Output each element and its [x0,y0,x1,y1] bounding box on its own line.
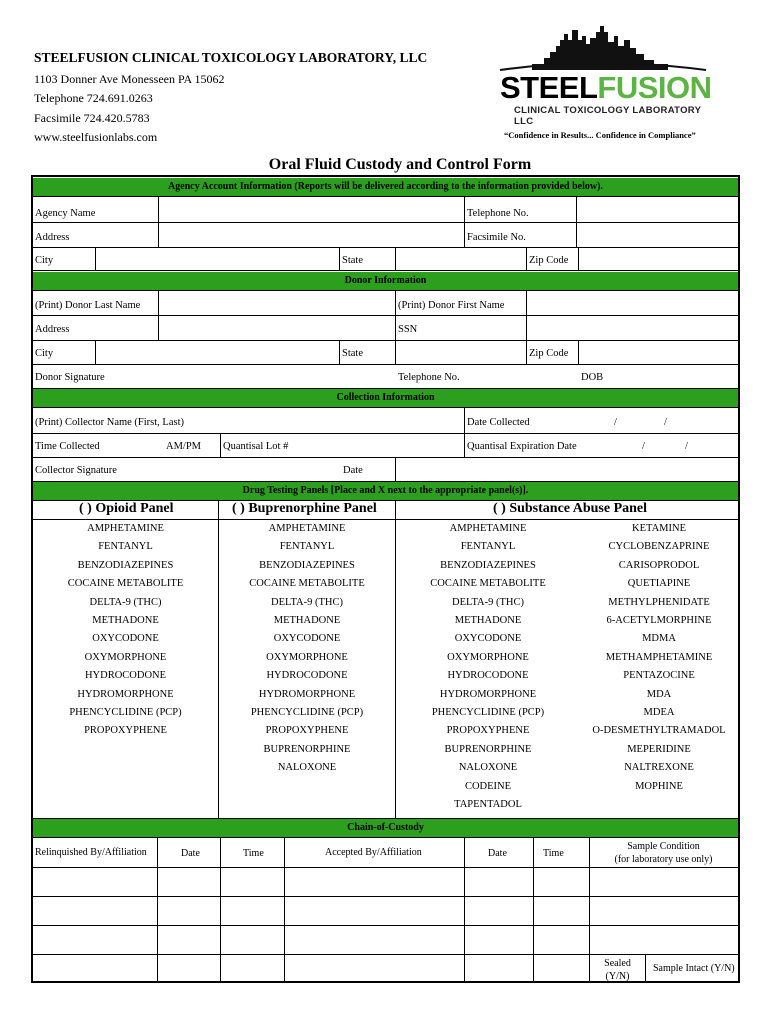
agency-state-label: State [342,255,363,266]
relinquished-header: Relinquished By/Affiliation [35,847,147,858]
collection-section-header: Collection Information [33,389,738,407]
drug-item: AMPHETAMINE [87,523,164,534]
drug-item: OXYCODONE [454,633,522,645]
agency-zip-field[interactable] [579,248,738,270]
donor-dob-label: DOB [581,372,604,383]
lab-facsimile: Facsimile 724.420.5783 [34,110,150,125]
logo-tagline: “Confidence in Results... Confidence in Compliance” [504,130,696,140]
substance-abuse-panel-checkbox[interactable]: ( ) Substance Abuse Panel [493,501,648,516]
drug-item: OXYCODONE [92,633,159,645]
drug-item: FENTANYL [460,541,516,553]
drug-item: PENTAZOCINE [623,670,695,682]
drug-item: NALOXONE [458,762,518,774]
date-slash: / [685,441,688,452]
collector-name-label: (Print) Collector Name (First, Last) [35,417,185,428]
drug-item: DELTA-9 (THC) [452,596,524,608]
buprenorphine-panel-checkbox[interactable]: ( ) Buprenorphine Panel [232,501,377,516]
drug-item: COCAINE METABOLITE [249,578,365,590]
drug-item: NALTREXONE [624,762,694,774]
agency-section-header: Agency Account Information (Reports will be delivered according to the information provided below). [33,178,738,196]
agency-city-label: City [35,255,54,266]
logo-wordmark: STEELFUSION [500,70,712,105]
collector-signature-label: Collector Signature [35,465,117,476]
date-slash: / [664,417,667,428]
donor-zip-field[interactable] [579,341,738,364]
drug-item: OXYMORPHONE [447,651,529,663]
drug-item: BENZODIAZEPINES [77,559,174,571]
lab-website: www.steelfusionlabs.com [34,130,158,144]
collector-signature-field[interactable] [33,458,395,481]
sample-condition-header [589,840,738,866]
time-collected-field[interactable] [33,434,220,457]
date-collected-field[interactable] [465,408,738,433]
lab-address: 1103 Donner Ave Monesseen PA 15062 [34,71,225,86]
company-name: STEELFUSION CLINICAL TOXICOLOGY LABORATORY, LLC [34,50,428,65]
drug-item: BUPRENORPHINE [263,743,351,755]
drug-item: DELTA-9 (THC) [271,596,343,608]
collector-date-field[interactable] [396,458,738,481]
donor-ssn-field[interactable] [527,316,738,340]
donor-last-name-field[interactable] [159,291,395,315]
date1-header: Date [181,848,200,859]
drug-item: PROPOXYPHENE [84,725,167,737]
drug-item: PHENCYCLIDINE (PCP) [250,707,364,718]
agency-facsimile-label: Facsimile No. [467,232,526,243]
drug-item: O-DESMETHYLTRAMADOL [592,725,726,737]
ampm-label: AM/PM [166,441,202,452]
lab-contact-block [34,48,427,148]
quantisal-lot-label: Quantisal Lot # [223,441,289,452]
drug-item: FENTANYL [98,541,153,553]
chain-row-1[interactable] [33,868,589,896]
drug-item: MEPERIDINE [627,743,691,755]
agency-zip-label: Zip Code [529,255,569,266]
donor-ssn-label: SSN [398,324,418,335]
drug-item: METHADONE [92,615,159,626]
opioid-panel-checkbox[interactable]: ( ) Opioid Panel [79,501,174,516]
drug-item: CARISOPRODOL [618,559,700,571]
donor-first-name-field[interactable] [527,291,738,315]
sealed-options: (Y/N) [605,971,630,982]
donor-address-label: Address [35,324,70,335]
drug-item: PROPOXYPHENE [446,725,530,737]
agency-name-field[interactable] [159,197,464,222]
drug-item: METHYLPHENIDATE [608,596,710,608]
drug-item: DELTA-9 (THC) [89,596,162,608]
drug-item: OXYMORPHONE [266,651,348,663]
time-collected-label: Time Collected [35,441,100,452]
agency-city-field[interactable] [96,248,339,270]
donor-address-field[interactable] [159,316,395,340]
drug-item: BUPRENORPHINE [444,743,532,755]
drug-item: COCAINE METABOLITE [430,578,546,590]
date-slash: / [642,441,645,452]
drug-item: CYCLOBENZAPRINE [608,541,710,553]
lab-telephone: Telephone 724.691.0263 [34,91,153,105]
sample-intact-label: Sample Intact (Y/N) [653,963,735,974]
agency-name-label: Agency Name [35,208,96,219]
donor-state-field[interactable] [396,341,526,364]
drug-item: OXYCODONE [273,633,341,645]
quantisal-expiration-field[interactable] [465,434,738,457]
donor-last-name-label: (Print) Donor Last Name [35,300,141,311]
drug-item: QUETIAPINE [627,578,691,590]
collector-date-label: Date [343,465,363,476]
date-slash: / [614,417,617,428]
drug-item: COCAINE METABOLITE [67,578,184,590]
accepted-header: Accepted By/Affiliation [325,847,422,858]
drug-item: AMPHETAMINE [268,523,346,534]
chain-row-3[interactable] [33,926,589,954]
date2-header: Date [488,848,507,859]
drug-item: BENZODIAZEPINES [259,559,355,571]
donor-telephone-label: Telephone No. [398,372,460,383]
drug-item: METHADONE [273,615,341,626]
sample-condition-note: (for laboratory use only) [614,854,713,865]
chain-row-2[interactable] [33,897,589,925]
quantisal-lot-field[interactable] [221,434,464,457]
drug-item: MOPHINE [635,780,683,792]
drug-item: TAPENTADOL [454,799,522,810]
drug-item: MDMA [642,633,676,645]
donor-city-label: City [35,348,54,359]
drug-item: HYDROMORPHONE [77,688,174,700]
drug-item: PROPOXYPHENE [265,725,349,737]
drug-item: METHAMPHETAMINE [605,651,713,663]
skyline-icon [492,26,714,72]
donor-signature-label: Donor Signature [35,372,105,383]
collector-name-field[interactable] [33,408,464,433]
agency-address-label: Address [35,232,70,243]
chain-row-4[interactable] [33,955,589,983]
drug-item: NALOXONE [277,762,337,774]
drug-item: 6-ACETYLMORPHINE [606,615,712,626]
quantisal-expiration-label: Quantisal Expiration Date [467,441,577,452]
drug-item: HYDROCODONE [447,670,529,682]
sample-condition-title: Sample Condition [627,841,700,852]
drug-item: FENTANYL [279,541,335,553]
drug-item: METHADONE [454,615,522,626]
agency-facsimile-field[interactable] [577,223,738,247]
drug-item: CODEINE [464,780,512,792]
donor-section-header: Donor Information [33,272,738,290]
custody-form [31,175,740,983]
time2-header: Time [543,848,564,859]
chain-section-header: Chain-of-Custody [33,819,738,837]
sealed-label [590,957,645,983]
panels-section-header: Drug Testing Panels [Place and X next to the appropriate panel(s)]. [33,482,738,500]
date-collected-label: Date Collected [467,417,530,428]
donor-first-name-label: (Print) Donor First Name [398,300,505,311]
drug-item: HYDROMORPHONE [258,688,356,700]
donor-state-label: State [342,348,363,359]
form-title: Oral Fluid Custody and Control Form [268,156,532,173]
drug-item: PHENCYCLIDINE (PCP) [431,707,545,718]
drug-item: HYDROCODONE [266,670,348,682]
logo-subtitle: CLINICAL TOXICOLOGY LABORATORY LLC [514,105,702,127]
agency-telephone-label: Telephone No. [467,208,529,219]
donor-zip-label: Zip Code [529,348,569,359]
drug-item: AMPHETAMINE [449,523,527,534]
drug-item: HYDROCODONE [84,670,167,682]
agency-state-field[interactable] [396,248,526,270]
agency-address-field[interactable] [159,223,464,247]
drug-item: MDEA [643,707,675,718]
drug-item: OXYMORPHONE [84,651,167,663]
donor-city-field[interactable] [96,341,339,364]
drug-item: KETAMINE [632,523,686,534]
sealed-title: Sealed [604,958,631,969]
drug-item: MDA [646,688,672,700]
steelfusion-logo [492,26,714,144]
drug-item: BENZODIAZEPINES [440,559,536,571]
time1-header: Time [243,848,264,859]
drug-item: PHENCYCLIDINE (PCP) [69,707,182,718]
agency-telephone-field[interactable] [577,197,738,222]
drug-item: HYDROMORPHONE [439,688,537,700]
